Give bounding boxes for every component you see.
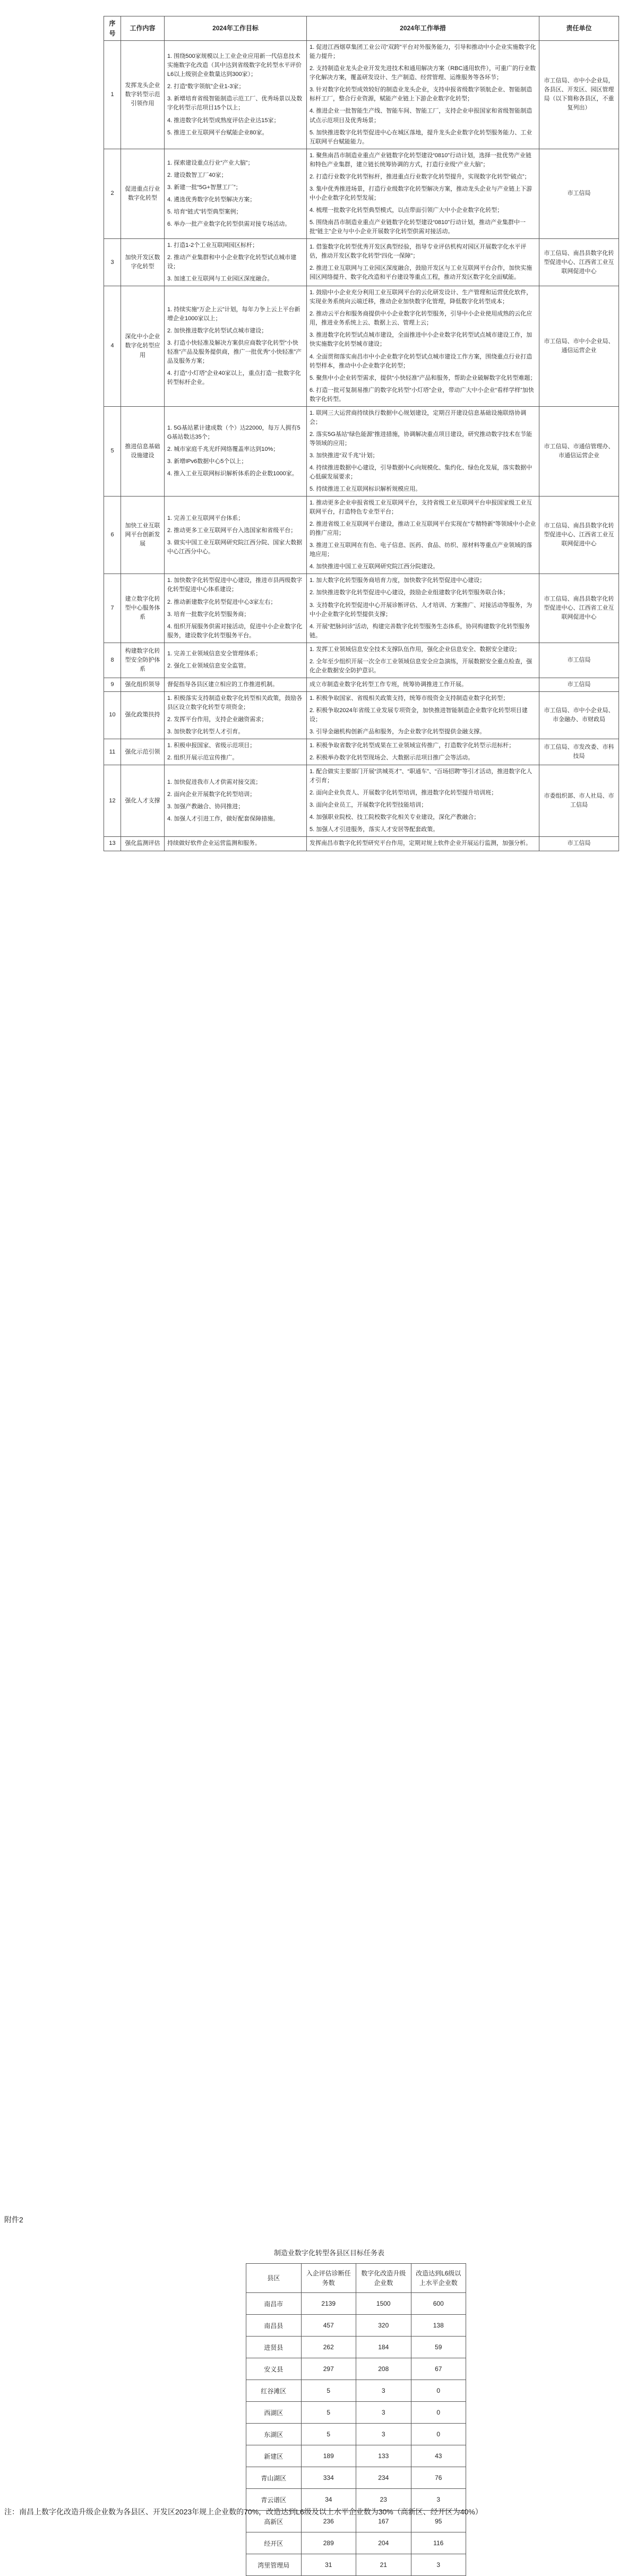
cell-assess-count: 189 — [301, 2445, 356, 2467]
goal-item: 1. 积极申报国家、省级示范项目； — [167, 742, 256, 749]
row-actions — [307, 691, 539, 739]
goal-item: 4. 加强人才引进工作，做好配套保障措施。 — [167, 816, 279, 823]
row-number: 6 — [104, 497, 121, 574]
stats-row — [246, 2532, 466, 2554]
cell-upgrade-count: 3 — [356, 2380, 411, 2402]
cell-district: 南昌市 — [246, 2293, 302, 2315]
goal-item: 5. 推进工业互联网平台赋能企业80家。 — [167, 129, 268, 136]
action-item: 1. 鼓励中小企业充分利用工业互联网平台的云化研发设计、生产管理和运营优化软件，实现业务系统向云端迁移，推动企业加快数字化管理，降低数字化转型成本； — [310, 289, 532, 305]
cell-district: 青云谱区 — [246, 2489, 302, 2511]
district-target-body — [246, 2293, 466, 2576]
goal-item: 3. 加快数字化转型人才引育。 — [167, 729, 244, 735]
table-row — [104, 643, 619, 678]
row-number: 8 — [104, 643, 121, 678]
goal-item: 2. 建设数智工厂40家； — [167, 172, 227, 178]
cell-district: 南昌县 — [246, 2315, 302, 2337]
action-item: 3. 推进工业互联网在有色、电子信息、医药、食品、纺织、原材料等重点产业领域的落地应用； — [310, 542, 532, 558]
action-item: 发挥南昌市数字化转型研究平台作用，定期对规上软件企业开展运行监测，加强分析。 — [310, 840, 531, 847]
goal-item: 2. 组织开展示范宣传推广。 — [167, 755, 238, 761]
stats-row — [246, 2467, 466, 2489]
cell-upgrade-count: 133 — [356, 2445, 411, 2467]
action-item: 1. 推动更多企业申报省级工业互联网平台，支持省级工业互联网平台申报国家级工业互联网平台，打造特色专业型平台； — [310, 500, 532, 516]
action-item: 3. 引导金融机构创新产品和服务，为企业数字化转型提供金融支撑。 — [310, 729, 486, 735]
action-item: 5. 加强人才引进服务，落实人才安居等配套政策。 — [310, 826, 439, 833]
cell-l6-count: 600 — [411, 2293, 466, 2315]
cell-upgrade-count: 1500 — [356, 2293, 411, 2315]
cell-l6-count: 3 — [411, 2489, 466, 2511]
goal-item: 4. 打造“小灯塔”企业40家以上，重点打造一批数字化转型标杆企业。 — [167, 370, 301, 386]
stats-row — [246, 2424, 466, 2445]
stats-row — [246, 2445, 466, 2467]
cell-l6-count: 116 — [411, 2532, 466, 2554]
row-number: 5 — [104, 406, 121, 496]
cell-assess-count: 457 — [301, 2315, 356, 2337]
goal-item: 2. 面向企业开展数字化转型培训； — [167, 791, 256, 798]
row-goals — [165, 691, 307, 739]
attachment-caption: 制造业数字化转型各县区目标任务表 — [274, 2249, 385, 2257]
cell-l6-count: 76 — [411, 2467, 466, 2489]
row-actions — [307, 678, 539, 691]
cell-assess-count: 2139 — [301, 2293, 356, 2315]
row-task: 深化中小企业数字化转型应用 — [121, 286, 165, 407]
goal-item: 5. 培育“链式”转型典型案例； — [167, 208, 242, 215]
cell-l6-count: 95 — [411, 2511, 466, 2532]
row-actions — [307, 239, 539, 286]
goal-item: 2. 推动新建数字化转型促进中心3家左右； — [167, 598, 277, 605]
action-item: 5. 聚焦中小企业转型需求，提供“小快轻准”产品和服务，帮助企业破解数字化转型难题； — [310, 374, 536, 381]
row-goals — [165, 765, 307, 837]
goal-item: 2. 发挥平台作用，支持企业融资需求； — [167, 716, 268, 723]
action-item: 6. 打造一批可复制易推广的数字化转型“小灯塔”企业，带动广大中小企业“看样学样”加快数字化转型。 — [310, 387, 534, 403]
row-goals — [165, 41, 307, 149]
stats-header-upgrade: 数字化改造升级企业数 — [356, 2264, 411, 2293]
goal-item: 1. 加快数字化转型促进中心建设，推进市县两级数字化转型促进中心体系建设； — [167, 577, 303, 593]
row-goals — [165, 837, 307, 851]
action-item: 4. 开展“把脉问诊”活动，构建完善数字化转型服务生态体系，协同构建数字化转型服务链。 — [310, 623, 530, 639]
cell-district: 新建区 — [246, 2445, 302, 2467]
row-number: 1 — [104, 41, 121, 149]
cell-l6-count: 3 — [411, 2554, 466, 2576]
goal-item: 3. 加速工业互联网与工业园区深度融合。 — [167, 276, 273, 283]
row-responsible-unit: 市委组织部、市人社局、市工信局 — [539, 765, 619, 837]
row-task: 建立数字化转型中心服务体系 — [121, 574, 165, 643]
header-no: 序号 — [104, 16, 121, 41]
action-item: 1. 积极争取省数字化转型成果在工业领域宣传推广，打造数字化转型示范标杆； — [310, 742, 515, 749]
action-item: 2. 支持制造业龙头企业开发先进技术和通用解决方案（RBC通用软件），可重广的行业数字化解决方案，覆盖研发设计、生产制造、经营管理、运维服务等各环节； — [310, 65, 536, 81]
action-item: 2. 推动云平台和服务商提供中小企业数字化转型服务，引导中小企业使用成熟的云化应用，推进业务系统上云、数据上云、管理上云； — [310, 311, 532, 327]
table-row — [104, 406, 619, 496]
action-item: 4. 加快推进中国工业互联网研究院江西分院建设。 — [310, 563, 439, 570]
goal-item: 3. 加强产教融合、协同推进； — [167, 803, 244, 810]
action-item: 5. 围绕南昌市制造业重点产业链数字化转型建设“0810”行动计划，推动产业集群中一批“链主”企业与中小企业开展数字化转型供需对接活动。 — [310, 219, 526, 235]
row-responsible-unit: 市工信局、南昌县数字化转型促进中心、江西省工业互联网促进中心 — [539, 574, 619, 643]
cell-district: 西湖区 — [246, 2402, 302, 2424]
cell-assess-count: 297 — [301, 2358, 356, 2380]
action-item: 2. 积极争取2024年省级工业发展专项资金，加快推进智能制造企业数字化转型项目建设； — [310, 707, 528, 723]
row-responsible-unit: 市工信局 — [539, 149, 619, 238]
cell-upgrade-count: 204 — [356, 2532, 411, 2554]
action-item: 2. 打造行业数字化转型标杆，推进重点行业数字化转型提升，实现数字化转型“破点”； — [310, 173, 530, 180]
action-item: 3. 支持数字化转型促进中心开展诊断评估、人才培训、方案推广、对接活动等服务，为中小企业数字化转型提供支撑； — [310, 602, 532, 618]
cell-upgrade-count: 21 — [356, 2554, 411, 2576]
header-goal: 2024年工作目标 — [165, 16, 307, 41]
table-row — [104, 678, 619, 691]
stats-row — [246, 2293, 466, 2315]
row-actions — [307, 739, 539, 765]
cell-upgrade-count: 234 — [356, 2467, 411, 2489]
row-goals — [165, 286, 307, 407]
row-goals — [165, 406, 307, 496]
goal-item: 3. 新建一批“5G+智慧工厂”； — [167, 184, 242, 191]
row-actions — [307, 765, 539, 837]
stats-row — [246, 2337, 466, 2358]
stats-row — [246, 2358, 466, 2380]
district-target-table — [246, 2263, 466, 2576]
row-number: 3 — [104, 239, 121, 286]
goal-item: 3. 打造小快轻准及解决方案供应商数字化转型“小快轻准”产品及服务提供商，推广一批优秀“小快轻准”产品及服务方案； — [167, 339, 302, 365]
cell-assess-count: 5 — [301, 2402, 356, 2424]
action-item: 2. 全年至少组织开展一次全市工业领域信息安全应急演练，开展数据安全重点检查，强化企业数据安全防护意识。 — [310, 658, 532, 674]
row-goals — [165, 149, 307, 238]
action-item: 2. 推进工业互联网与工业园区深度融合，鼓励开发区与工业互联网平台合作，加快实施园区网络提升、数字化改造和平台建设等重点工程，推动开发区数字化全面赋能。 — [310, 265, 532, 281]
action-item: 2. 积极举办数字化转型现场会、大数据示范项目推广会等活动。 — [310, 755, 474, 761]
goal-item: 1. 5G基站累计建成数（个）达22000，每万人拥有5G基站数达35个； — [167, 425, 300, 441]
cell-assess-count: 334 — [301, 2467, 356, 2489]
cell-district: 东湖区 — [246, 2424, 302, 2445]
row-responsible-unit: 市工信局 — [539, 643, 619, 678]
goal-item: 3. 新增IPv6数据中心5个以上； — [167, 458, 247, 465]
goal-item: 1. 围绕500家规模以上工业企业应用新一代信息技术实施数字化改造（其中达到省级数字化转型水平评价L6以上级别企业数量达到300家）； — [167, 53, 302, 78]
goal-item: 4. 推入工业互联网标识解析体系的企业数1000家。 — [167, 470, 298, 477]
cell-l6-count: 67 — [411, 2358, 466, 2380]
row-task: 加快工业互联网平台创新发展 — [121, 497, 165, 574]
goal-item: 2. 打造“数字领航”企业1-3家； — [167, 83, 245, 90]
action-item: 1. 促进江西烟草集团工业公司“双跨”平台对外服务能力，引导和推动中小企业实施数字化能力提升； — [310, 44, 536, 60]
row-task: 加快开发区数字化转型 — [121, 239, 165, 286]
cell-assess-count: 262 — [301, 2337, 356, 2358]
cell-l6-count: 0 — [411, 2380, 466, 2402]
cell-district: 青山湖区 — [246, 2467, 302, 2489]
cell-district: 红谷滩区 — [246, 2380, 302, 2402]
row-responsible-unit: 市工信局、南昌县数字化转型促进中心、江西省工业互联网促进中心 — [539, 239, 619, 286]
row-actions — [307, 406, 539, 496]
goal-item: 1. 持续实施“万企上云”计划，每年力争上云上平台新增企业1000家以上； — [167, 306, 300, 322]
row-actions — [307, 41, 539, 149]
cell-l6-count: 0 — [411, 2402, 466, 2424]
work-plan-table — [104, 16, 619, 851]
goal-item: 4. 组织开展服务供需对接活动，促进中小企业数字化服务，建设数字化转型服务平台。 — [167, 623, 303, 639]
stats-header-l6: 改造达到L6级以上水平企业数 — [411, 2264, 466, 2293]
goal-item: 1. 完善工业互联网平台体系； — [167, 515, 244, 521]
goal-item: 1. 积极落实支持制造业数字化转型相关政策，鼓励各县区设立数字化转型专项资金； — [167, 695, 303, 711]
goal-item: 2. 城市家庭千兆光纤网络覆盖率达到10%； — [167, 446, 279, 453]
cell-l6-count: 0 — [411, 2424, 466, 2445]
stats-header-row — [246, 2264, 466, 2293]
row-number: 7 — [104, 574, 121, 643]
cell-district: 高新区 — [246, 2511, 302, 2532]
stats-row — [246, 2315, 466, 2337]
row-number: 12 — [104, 765, 121, 837]
row-actions — [307, 574, 539, 643]
cell-l6-count: 43 — [411, 2445, 466, 2467]
action-item: 4. 加强职业院校、技工院校数字化相关专业建设，深化产教融合； — [310, 814, 480, 821]
cell-assess-count: 5 — [301, 2380, 356, 2402]
table-row — [104, 837, 619, 851]
row-goals — [165, 574, 307, 643]
table-row — [104, 286, 619, 407]
goal-item: 3. 培育一批数字化转型服务商； — [167, 611, 250, 618]
action-item: 1. 加大数字化转型服务商培育力度，加快数字化转型促进中心建设； — [310, 577, 486, 584]
row-number: 2 — [104, 149, 121, 238]
goal-item: 1. 加快促进我市人才供需对接交流； — [167, 779, 262, 786]
row-responsible-unit: 市工信局 — [539, 678, 619, 691]
action-item: 2. 面向企业负责人、开展数字化转型培训，推进数字化转型提升培训班； — [310, 790, 497, 797]
stats-row — [246, 2554, 466, 2576]
action-item: 成立市制造业数字化转型工作专班，统筹协调推进工作开展。 — [310, 681, 467, 688]
action-item: 1. 发挥工业领域信息安全技术支撑队伍作用，强化企业信息安全、数据安全建设； — [310, 646, 521, 653]
action-item: 4. 梳理一批数字化转型典型模式，以点带面引领广大中小企业数字化转型； — [310, 207, 503, 213]
action-item: 3. 推进数字化转型试点城市建设，全面推进中小企业数字化转型试点城市建设工作，加快实施数字化转型城市建设； — [310, 332, 532, 348]
action-item: 4. 持续推进数据中心建设，引导数据中心向规模化、集约化、绿色化发展，落实数据中心低碳发展要求； — [310, 464, 532, 481]
row-task: 强化示范引领 — [121, 739, 165, 765]
cell-assess-count: 236 — [301, 2511, 356, 2532]
goal-item: 2. 强化工业领域信息安全监管。 — [167, 663, 250, 670]
action-item: 2. 加快推进数字化转型促进中心建设，鼓励企业组建数字化转型服务联合体； — [310, 589, 509, 596]
cell-upgrade-count: 184 — [356, 2337, 411, 2358]
cell-upgrade-count: 3 — [356, 2424, 411, 2445]
action-item: 1. 积极争取国家、省级相关政策支持，统筹市级资金支持制造业数字化转型； — [310, 695, 509, 701]
action-item: 1. 借鉴数字化转型优秀开发区典型经验，指导专业评估机构对园区开展数字化水平评估，推动开发区数字化转型“四化一保障”； — [310, 244, 527, 260]
table-row — [104, 765, 619, 837]
row-goals — [165, 678, 307, 691]
cell-district: 经开区 — [246, 2532, 302, 2554]
cell-l6-count: 59 — [411, 2337, 466, 2358]
row-responsible-unit: 市工信局、市中小企业局，各县区、开发区、园区管理局（以下简称各县区，不重复列出） — [539, 41, 619, 149]
goal-item: 1. 探索建设重点行业“产业大脑”； — [167, 159, 254, 166]
table-row — [104, 149, 619, 238]
row-number: 13 — [104, 837, 121, 851]
row-goals — [165, 739, 307, 765]
action-item: 4. 推进企业一批智能生产线、智能车间、智能工厂，支持企业申报国家和省级智能制造试点示范项目及优秀场景； — [310, 108, 532, 124]
row-responsible-unit: 市工信局、市发改委、市科技局 — [539, 739, 619, 765]
cell-upgrade-count: 320 — [356, 2315, 411, 2337]
goal-item: 1. 完善工业领域信息安全管理体系； — [167, 651, 262, 657]
goal-item: 4. 遴选优秀数字化转型解决方案； — [167, 196, 256, 203]
cell-assess-count: 34 — [301, 2489, 356, 2511]
row-responsible-unit: 市工信局、市通信管理办、市通信运营企业 — [539, 406, 619, 496]
goal-item: 1. 打造1-2个工业互联网园区标杆； — [167, 242, 259, 249]
goal-item: 2. 推动更多工业互联网平台入选国家和省级平台； — [167, 527, 297, 534]
goal-item: 持续做好软件企业运营监测和服务。 — [167, 840, 261, 847]
row-task: 强化监测评估 — [121, 837, 165, 851]
row-number: 9 — [104, 678, 121, 691]
row-actions — [307, 149, 539, 238]
cell-upgrade-count: 3 — [356, 2402, 411, 2424]
action-item: 1. 联网三大运营商持续执行数据中心规划建设，定期召开建设信息基础设施联络协调会； — [310, 409, 527, 425]
table-row — [104, 739, 619, 765]
header-act: 2024年工作举措 — [307, 16, 539, 41]
action-item: 4. 全面贯彻落实南昌市中小企业数字化转型试点城市建设工作方案，围绕重点行业打造转型样本，推动中小企业数字化转型； — [310, 353, 532, 369]
row-task: 强化组织领导 — [121, 678, 165, 691]
row-actions — [307, 497, 539, 574]
header-unit: 责任单位 — [539, 16, 619, 41]
action-item: 1. 聚焦南昌市制造业重点产业链数字化转型建设“0810”行动计划，选择一批优势产业链和特色产业集群，建立链长统筹协调的方式，打造行业级“产业大脑”； — [310, 152, 532, 168]
row-number: 11 — [104, 739, 121, 765]
table-row — [104, 239, 619, 286]
goal-item: 3. 做实中国工业互联网研究院江西分院、国家大数据中心江西分中心。 — [167, 539, 303, 555]
goal-item: 3. 新增培育省级智能制造示范工厂、优秀场景以及数字化转型示范项目15个以上； — [167, 96, 303, 112]
cell-assess-count: 31 — [301, 2554, 356, 2576]
cell-assess-count: 5 — [301, 2424, 356, 2445]
cell-upgrade-count: 167 — [356, 2511, 411, 2532]
goal-item: 6. 举办一批产业数字化转型供需对接专场活动。 — [167, 220, 291, 227]
action-item: 2. 推进省级工业互联网平台建设，推动工业互联网平台实现在“专精特新”等领域中小企业的推广应用； — [310, 521, 536, 537]
stats-row — [246, 2402, 466, 2424]
row-task: 促进重点行业数字化转型 — [121, 149, 165, 238]
action-item: 3. 集中优秀推进场景，打造行业级数字化转型解决方案，推动龙头企业与产业链上下游中小企业数字化转型发展； — [310, 185, 532, 201]
action-item: 3. 面向企业员工，开展数字化转型技能培训； — [310, 802, 427, 809]
table-row — [104, 691, 619, 739]
table-row — [104, 574, 619, 643]
row-actions — [307, 286, 539, 407]
action-item: 3. 加快推进“双千兆”计划； — [310, 452, 379, 459]
stats-row — [246, 2380, 466, 2402]
action-item: 2. 落实5G基站“绿色能源”推进措施，协调解决重点项目建设，研究推动数字技术在节能等领域的应用； — [310, 431, 532, 447]
cell-assess-count: 289 — [301, 2532, 356, 2554]
action-item: 5. 加快推进数字化转型促进中心在城区落地，提升龙头企业数字化转型服务能力、工业互联网平台赋能能力。 — [310, 129, 532, 145]
goal-item: 督促指导各县区建立相应的工作推进机制。 — [167, 681, 278, 688]
action-item: 5. 持续推进工业互联网标识解析规模应用。 — [310, 486, 422, 493]
row-task: 强化人才支撑 — [121, 765, 165, 837]
row-task: 构建数字化转型安全防护体系 — [121, 643, 165, 678]
row-actions — [307, 837, 539, 851]
stats-header-assess: 入企评估诊断任务数 — [301, 2264, 356, 2293]
goal-item: 2. 加快推进数字化转型试点城市建设； — [167, 327, 268, 334]
cell-district: 安义县 — [246, 2358, 302, 2380]
row-number: 10 — [104, 691, 121, 739]
table-header-row — [104, 16, 619, 41]
action-item: 3. 针对数字化转型成效较好的制造业龙头企业，支持申报省级数字领航企业、智能制造标杆工厂，整合行业资源，赋能产业链上下游企业数字化转型； — [310, 87, 532, 102]
stats-header-district: 县区 — [246, 2264, 302, 2293]
row-actions — [307, 643, 539, 678]
row-task: 发挥龙头企业数字转型示范引领作用 — [121, 41, 165, 149]
cell-upgrade-count: 208 — [356, 2358, 411, 2380]
goal-item: 2. 推动产业集群和中小企业数字化转型试点城市建设； — [167, 254, 297, 270]
goal-item: 4. 推进数字化转型成熟度评估企业达15家； — [167, 117, 280, 124]
row-responsible-unit: 市工信局、市中小企业局、通信运营企业 — [539, 286, 619, 407]
cell-l6-count: 138 — [411, 2315, 466, 2337]
action-item: 1. 配合做实主要部门开展“洪城英才”、“职通车”、“百场招聘”等引才活动，推进数字化人才引育； — [310, 768, 532, 784]
cell-upgrade-count: 23 — [356, 2489, 411, 2511]
row-task: 强化政策扶持 — [121, 691, 165, 739]
attachment-label: 附件2 — [4, 2215, 23, 2224]
cell-district: 湾里管理局 — [246, 2554, 302, 2576]
header-task: 工作内容 — [121, 16, 165, 41]
cell-district: 进贤县 — [246, 2337, 302, 2358]
work-plan-body — [104, 41, 619, 851]
row-responsible-unit: 市工信局 — [539, 837, 619, 851]
footnote: 注：南昌上数字化改造升级企业数为各县区、开发区2023年规上企业数的70%，改造达到L6级及以上水平企业数为30%（高新区、经开区为40%） — [4, 2507, 483, 2516]
table-row — [104, 41, 619, 149]
row-goals — [165, 497, 307, 574]
row-responsible-unit: 市工信局、市中小企业局、市金融办、市财政局 — [539, 691, 619, 739]
row-goals — [165, 643, 307, 678]
row-number: 4 — [104, 286, 121, 407]
row-task: 推进信息基础设施建设 — [121, 406, 165, 496]
row-responsible-unit: 市工信局、南昌县数字化转型促进中心、江西省工业互联网促进中心 — [539, 497, 619, 574]
table-row — [104, 497, 619, 574]
row-goals — [165, 239, 307, 286]
